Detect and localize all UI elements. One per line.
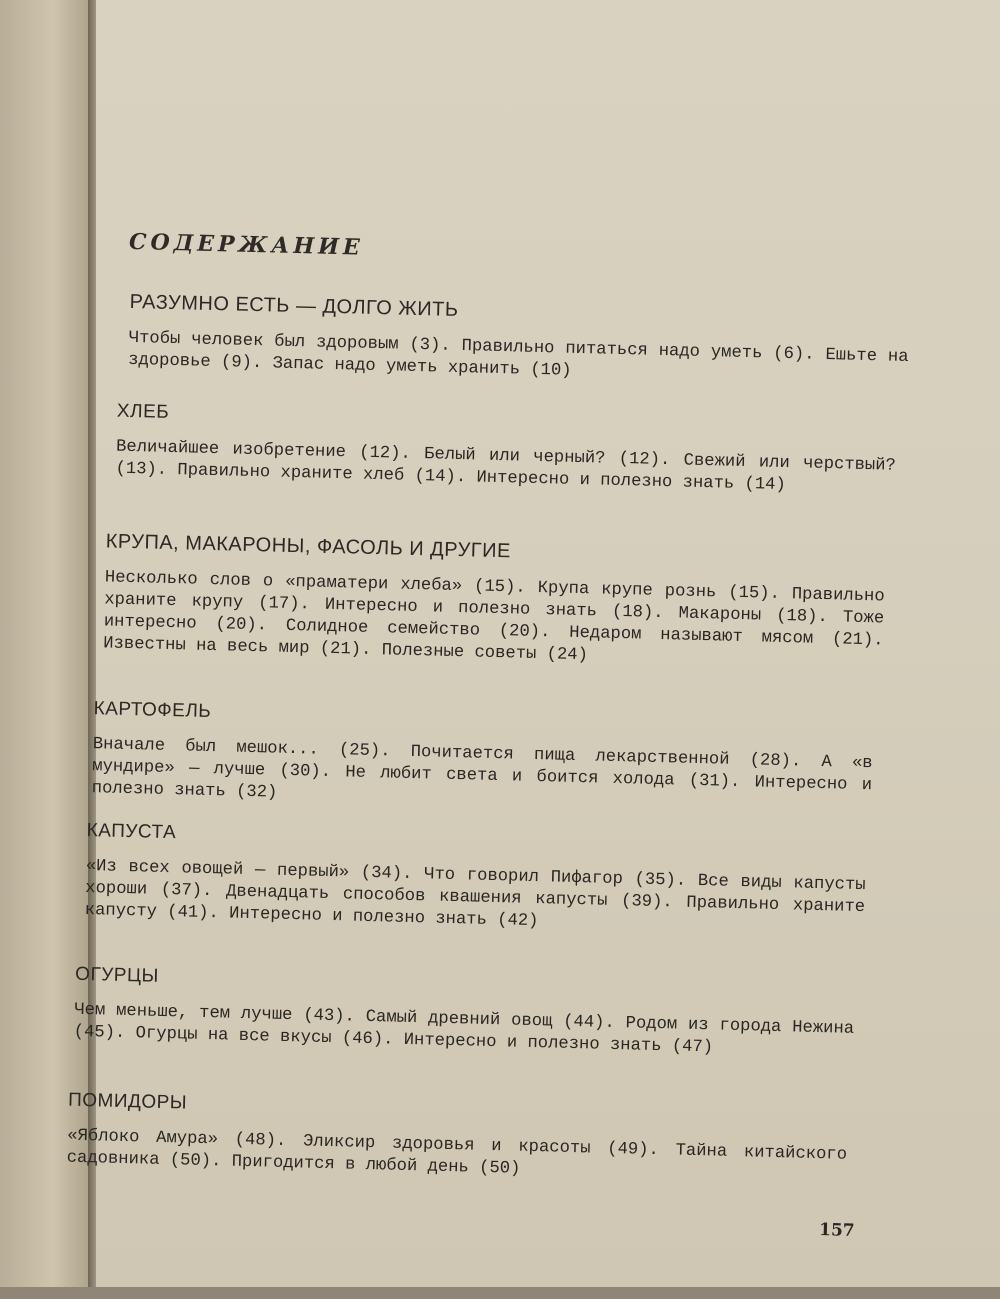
- section-title: ОГУРЦЫ: [74, 963, 160, 987]
- section-entries: Чем меньше, тем лучше (43). Самый древний овощ (44). Родом из города Нежина (45). Огурцы на все вкусы (46). Интересно и полезно знать (47): [73, 1000, 855, 1058]
- toc-section-1: [128, 291, 910, 391]
- section-entries: «Из всех овощей — первый» (34). Что говорил Пифагор (35). Все виды капусты хороши (37). Двенадцать способов квашения капусты (39). Правильно храните капусту (41). Интересно и полезно знать (42): [84, 857, 866, 932]
- section-title: КРУПА, МАКАРОНЫ, ФАСОЛЬ И ДРУГИЕ: [105, 530, 512, 563]
- toc-section-5: [84, 820, 866, 941]
- section-title: ПОМИДОРЫ: [67, 1089, 188, 1114]
- page-title: СОДЕРЖАНИЕ: [128, 228, 365, 261]
- book-page: [66, 0, 1000, 1287]
- toc-section-4: [91, 698, 873, 819]
- toc-section-7: [66, 1090, 848, 1189]
- section-title: КАПУСТА: [86, 820, 177, 844]
- section-title: КАРТОФЕЛЬ: [93, 698, 212, 723]
- page-number: 157: [818, 1220, 855, 1241]
- toc-section-2: [115, 401, 897, 500]
- section-entries: Вначале был мешок... (25). Почитается пища лекарственной (28). А «в мундире» — лучше (30). Не любит света и боится холода (31). Интересно и полезно знать (32): [91, 735, 873, 803]
- section-entries: «Яблоко Амура» (48). Эликсир здоровья и красоты (49). Тайна китайского садовника (50). Пригодится в любой день (50): [66, 1126, 848, 1179]
- page-content: [66, 0, 1000, 1299]
- section-entries: Величайшее изобретение (12). Белый или черный? (12). Свежий или черствый? (13). Правильно храните хлеб (14). Интересно и полезно знать (14): [115, 437, 897, 496]
- section-entries: Несколько слов о «праматери хлеба» (15). Крупа крупе рознь (15). Правильно храните крупу (17). Интересно и полезно знать (18). Макароны (18). Тоже интересно (20). Солидное семейство (20). Недаром называют мясом (21). Известны на весь мир (21). Полезные советы (24): [103, 568, 885, 666]
- section-title: РАЗУМНО ЕСТЬ — ДОЛГО ЖИТЬ: [129, 290, 459, 321]
- toc-section-3: [103, 530, 886, 674]
- section-entries: Чтобы человек был здоровым (3). Правильно питаться надо уметь (6). Ешьте на здоровье (9). Запас надо уметь хранить (10): [127, 328, 909, 381]
- section-title: ХЛЕБ: [116, 400, 170, 423]
- toc-section-6: [73, 964, 855, 1063]
